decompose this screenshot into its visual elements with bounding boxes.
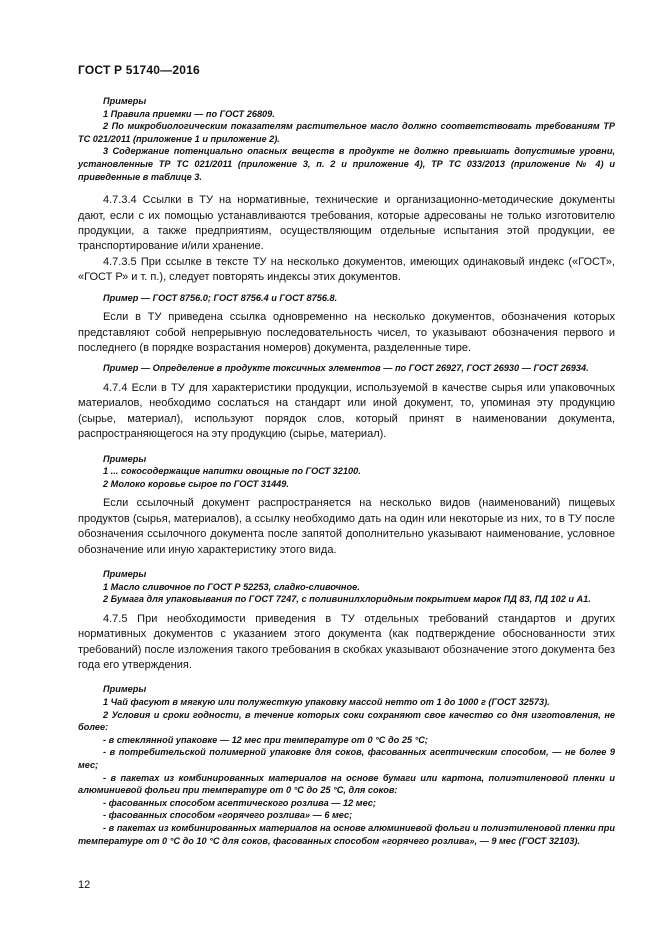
example-list-item: - фасованных способом «горячего розлива» — 6 мес; [103,810,353,821]
example-list-item: - в пакетах из комбинированных материалов на основе алюминиевой фольги и полиэтиленовой пленки при температуре от 0 °С до 10 °С для соков, фасованных способом «горячего розлива», — 9 мес (ГОСТ 32103). [78,822,615,846]
example-line: 2 Условия и сроки годности, в течение которых соки сохраняют свое качество со дня изготовления, не более: [78,709,615,733]
document-header: ГОСТ Р 51740—2016 [78,63,200,77]
spacer [78,673,615,683]
example-line: 2 По микробиологическим показателям растительное масло должно соответствовать требованиям ТР ТС 021/2011 (приложение 1 и приложение 2). [78,121,615,144]
paragraph: 4.7.4 Если в ТУ для характеристики продукции, используемой в качестве сырья или упаковочных материалов, необходимо сослаться на стандарт или иной документ, то, упоминая эту продукцию (сырье, материал), используют порядок слов, который принят в наименовании документа, распространяющегося на эту продукцию (сырье, материал). [78,382,615,441]
paragraph: Если ссылочный документ распространяется на несколько видов (наименований) пищевых продуктов (сырья, материалов), а ссылку необходимо дать на один или некоторые из них, то в ТУ после обозначения ссылочного документа после запятой дополнительно указывают наименование, условное обозначение или иную характеристику этого вида. [78,497,615,556]
example-list-item: - в потребительской полимерной упаковке для соков, фасованных асептическим способом, — не более 9 мес; [78,747,615,770]
example-line: 1 Чай фасуют в мягкую или полужесткую упаковку массой нетто от 1 до 1000 г (ГОСТ 32573). [103,697,550,708]
page-number: 12 [78,879,91,891]
spacer [78,443,615,453]
example-list-item: - в пакетах из комбинированных материалов на основе бумаги или картона, полиэтиленовой пленки и алюминиевой фольги при температуре от 0 °С до 25 °С, для соков: [78,772,615,796]
example-title: Примеры [103,96,147,106]
spacer [78,558,615,568]
example-line: 1 ... сокосодержащие напитки овощные по ГОСТ 32100. [103,466,361,477]
example-line: Пример — ГОСТ 8756.0; ГОСТ 8756.4 и ГОСТ 8756.8. [103,292,338,303]
example-list-item: - фасованных способом асептического розлива — 12 мес; [103,797,376,808]
example-title: Примеры [103,569,147,580]
example-title: Примеры [103,684,147,695]
example-line: 1 Масло сливочное по ГОСТ Р 52253, сладко-сливочное. [103,581,360,592]
example-line: 3 Содержание потенциально опасных веществ в продукте не должно превышать допустимые уровни, установленные ТР ТС 021/2011 (приложение 3, п. 2 и приложение 4), ТР ТС 033/2013 (приложение № 4) и приведенные в таблице 3. [78,146,615,182]
paragraph: 4.7.3.5 При ссылке в тексте ТУ на несколько документов, имеющих одинаковый индекс («ГОСТ», «ГОСТ Р» и т. п.), следует повторять индексы этих документов. [78,255,615,284]
example-list-item: - в стеклянной упаковке — 12 мес при температуре от 0 °С до 25 °С; [103,734,428,745]
example-line: Пример — Определение в продукте токсичных элементов — по ГОСТ 26927, ГОСТ 26930 — ГОСТ 26934. [103,363,589,374]
example-line: 2 Бумага для упаковывания по ГОСТ 7247, с поливинилхлоридным покрытием марок ПД 83, ПД 102 и А1. [103,594,591,605]
document-body [78,95,615,847]
spacer [78,183,615,193]
example-title: Примеры [103,453,147,464]
paragraph: 4.7.3.4 Ссылки в ТУ на нормативные, технические и организационно-методические документы дают, если с их помощью устанавливаются требования, которые адресованы не только изготовителю продукции, а также предприятиям, осуществляющим отдельные испытания этой продукции, ее транспортирование и/или хранение. [78,194,615,253]
example-line: 1 Правила приемки — по ГОСТ 26809. [103,108,275,119]
example-line: 2 Молоко коровье сырое по ГОСТ 31449. [103,478,289,489]
paragraph: 4.7.5 При необходимости приведения в ТУ отдельных требований стандартов и других нормативных документов с указанием этого документа (как подтверждение обоснованности этих требований) после изложения такого требования в скобках указывают обозначение этого документа без года его утверждения. [78,612,615,672]
paragraph: Если в ТУ приведена ссылка одновременно на несколько документов, обозначения которых представляют собой непрерывную последовательность чисел, то указывают обозначения первого и последнего (в порядке возрастания номеров) документа, разделенные тире. [78,311,615,354]
